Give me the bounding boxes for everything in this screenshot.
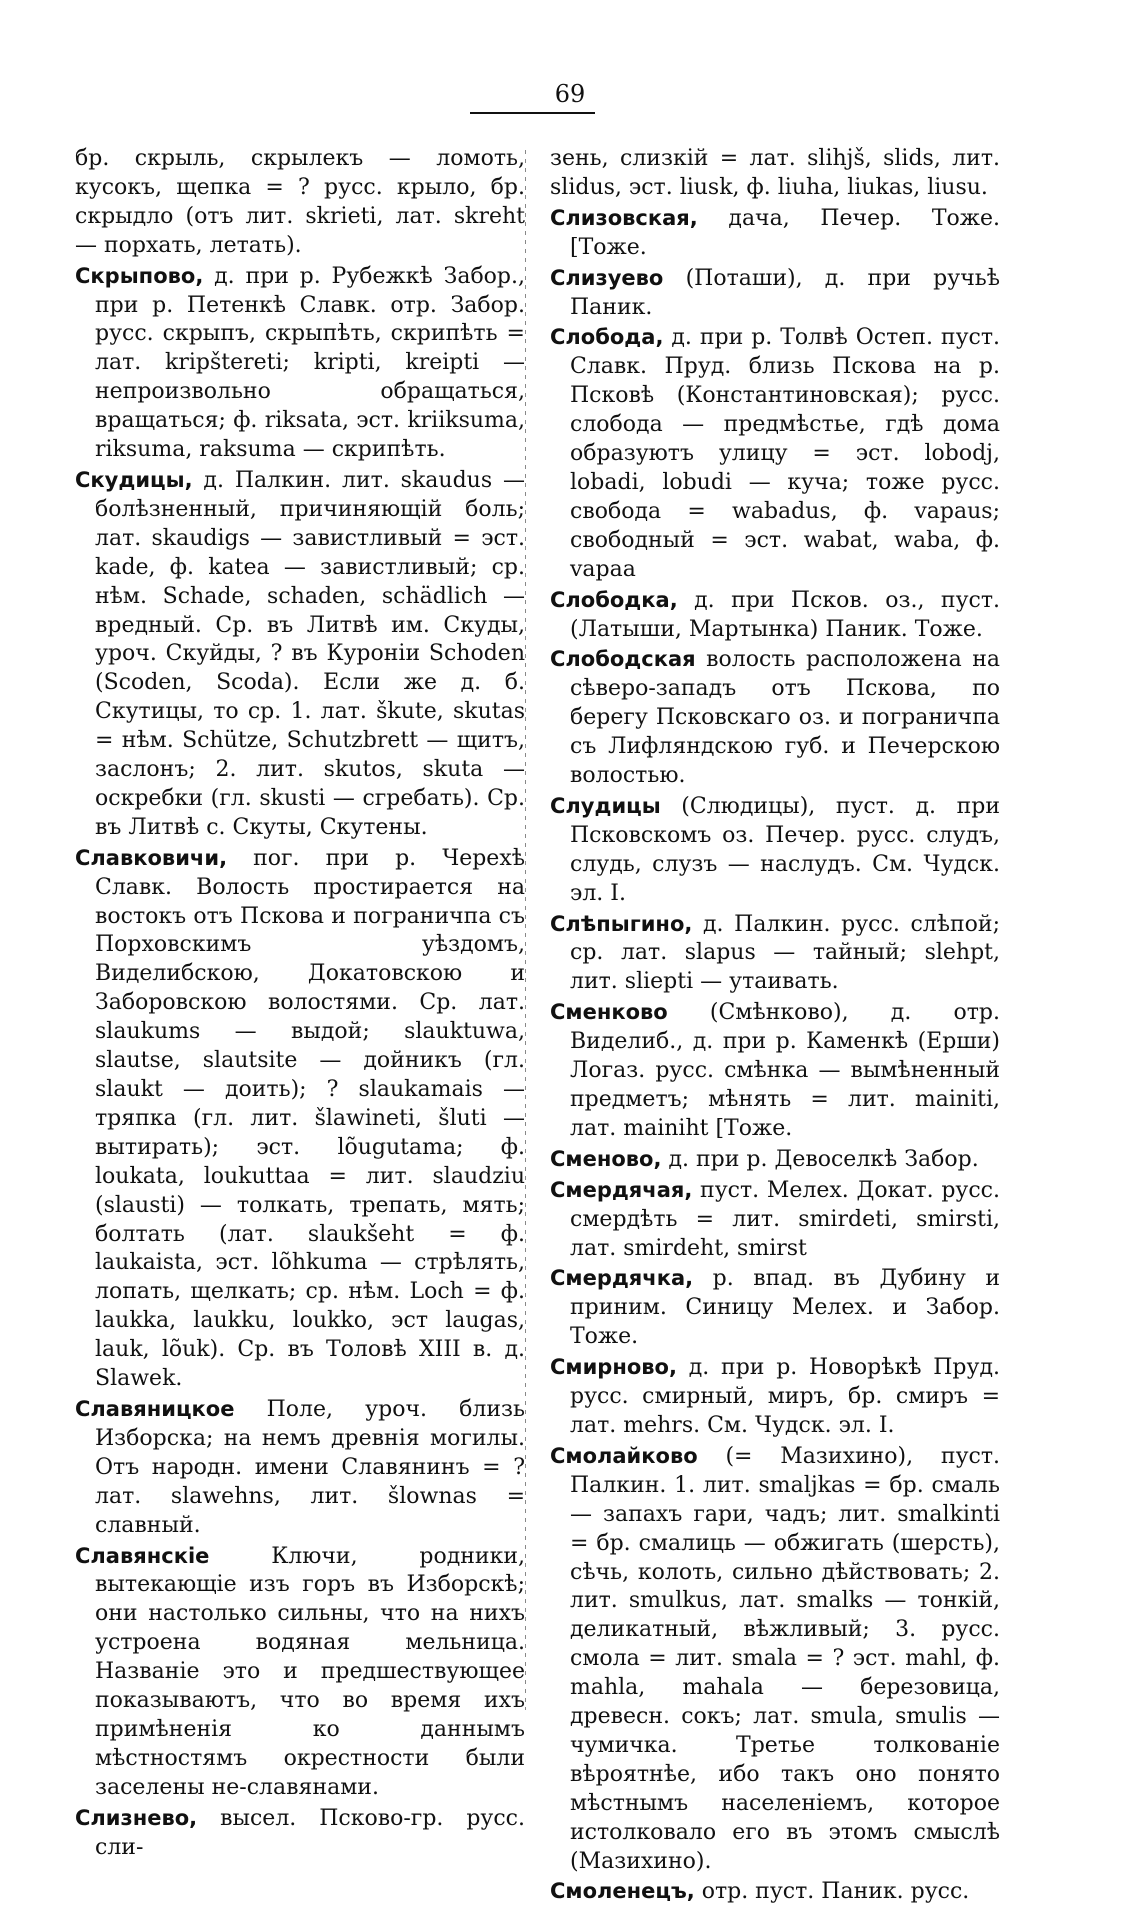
column-divider [525, 150, 526, 1710]
dictionary-entry [75, 844, 525, 1394]
dictionary-entry [550, 1145, 1000, 1175]
entry-headword: Сменково [550, 1000, 668, 1025]
left-column [75, 145, 525, 1863]
page-number: 69 [554, 80, 586, 108]
entry-text: р. впад. въ Дубину и приним. Синицу Мелех. и Забор. Тоже. [570, 1266, 1000, 1350]
entry-headword: Слудицы [550, 793, 661, 818]
dictionary-entry [550, 323, 1000, 584]
entry-text: высел. Псково-гр. русс. сли- [95, 1805, 525, 1860]
entry-headword: Славковичи, [75, 845, 228, 870]
dictionary-entry [75, 262, 525, 465]
entry-text: пог. при р. Черехѣ Славк. Волость простирается на востокъ отъ Пскова и пограничпа съ Порховскимъ уѣздомъ, Виделибскою, Докатовскою и Заборовскою волостями. Ср. лат. slaukums — выдой; slauktuwa, slautse, slautsite — дойникъ (гл. slaukt — доить); ? slaukamais — тряпка (гл. лит. šlawineti, šluti — вытирать); эст. lõugutama; ф. loukata, loukuttaa = лит. slaudziu (slausti) — толкать, трепать, мять; болтать (лат. slaukšeht = ф. laukaista, эст. lõhkuma — стрѣлять, лопать, щелкать; ср. нѣм. Loch = ф. laukka, laukku, loukko, эст laugas, lauk, lõuk). Ср. въ Толовѣ XIII в. д. Slawek. [95, 845, 525, 1392]
entry-text: д. Палкин. лит. skaudus — болѣзненный, причиняющій боль; лат. skaudigs — завистливый = эст. kade, ф. katea — завистливый; ср. нѣм. Schade, schaden, schädlich — вредный. Ср. въ Литвѣ им. Скуды, уроч. Скуйды, ? въ Куроніи Schoden (Scoden, Scoda). Если же д. б. Скутицы, то ср. 1. лат. škute, skutas = нѣм. Schütze, Schutzbrett — щитъ, заслонъ; 2. лит. skutos, skuta — оскребки (гл. skusti — сгребать). Ср. въ Литвѣ с. Скуты, Скутены. [95, 467, 525, 840]
dictionary-entry [550, 1442, 1000, 1877]
entry-text: пуст. Мелех. Докат. русс. смердѣть = лит. smirdeti, smirsti, лат. smirdeht, smirst [570, 1177, 1000, 1261]
dictionary-entry [550, 145, 1000, 203]
entry-headword: Славяницкое [75, 1396, 235, 1421]
entry-text: д. при р. Новорѣкѣ Пруд. русс. смирный, миръ, бр. смиръ = лат. mehrs. См. Чудск. эл. I. [570, 1355, 1000, 1438]
entry-text: д. при р. Толвѣ Остеп. пуст. Славк. Пруд. близь Пскова на р. Псковѣ (Константиновская); русс. слобода — предмѣстье, гдѣ дома образуютъ улицу = эст. lobodj, lobadi, lobudi — куча; тоже русс. свобода = wabadus, ф. vapaus; свободный = эст. wabat, waba, ф. vapaa [570, 325, 1000, 582]
entry-text: Ключи, родники, вытекающіе изъ горъ въ Изборскѣ; они настолько сильны, что на нихъ устроена водяная мельница. Названіе это и предшествующее показываютъ, что во время ихъ примѣненія ко даннымъ мѣстностямъ окрестности были заселены не-славянами. [95, 1543, 525, 1800]
dictionary-entry [75, 1804, 525, 1863]
dictionary-entry [550, 1353, 1000, 1441]
entry-headword: Слизнево, [75, 1805, 198, 1830]
entry-text: волость расположена на сѣверо-западъ отъ Пскова, по берегу Псковскаго оз. и пограничпа съ Лифляндскою губ. и Печерскою волостью. [570, 647, 1000, 789]
dictionary-entry [550, 998, 1000, 1144]
entry-text: д. при р. Рубежкѣ Забор., при р. Петенкѣ Славк. отр. Забор. русс. скрыпъ, скрыпѣть, скрипѣть = лат. kripštereti; kripti, kreipti — непроизвольно обращаться, вращаться; ф. riksata, эст. kriiksuma, riksuma, raksuma — скрипѣть. [95, 263, 525, 463]
entry-headword: Слобода, [550, 325, 664, 350]
dictionary-entry [550, 586, 1000, 645]
dictionary-entry [550, 1264, 1000, 1352]
dictionary-entry [550, 792, 1000, 909]
entry-headword: Смолайково [550, 1443, 698, 1468]
dictionary-entry [75, 1542, 525, 1803]
entry-text: бр. скрыль, скрылекъ — ломоть, кусокъ, щепка = ? русс. крыло, бр. скрыдло (отъ лит. skrieti, лат. skreht — порхать, летать). [75, 146, 525, 258]
entry-headword: Смирново, [550, 1355, 677, 1380]
entry-headword: Скрыпово, [75, 263, 204, 288]
entry-headword: Слободская [550, 647, 696, 672]
entry-text: д. Палкин. русс. слѣпой; ср. лат. slapus — тайный; slehpt, лит. sliepti — утаивать. [570, 911, 1000, 995]
entry-text: (Слюдицы), пуст. д. при Псковскомъ оз. Печер. русс. слудъ, слудь, слузъ — наслудъ. См. Чудск. эл. I. [570, 793, 1000, 906]
entry-headword: Слизовская, [550, 205, 698, 230]
entry-headword: Слизуево [550, 265, 664, 290]
entry-text: д. при р. Девоселкѣ Забор. [661, 1146, 979, 1172]
dictionary-entry [75, 145, 525, 261]
dictionary-entry [550, 910, 1000, 998]
entry-headword: Смоленецъ, [550, 1879, 695, 1904]
entry-headword: Скудицы, [75, 467, 193, 492]
dictionary-entry [550, 645, 1000, 791]
dictionary-entry [550, 1176, 1000, 1264]
entry-text: отр. пуст. Паник. русс. [694, 1879, 970, 1905]
entry-text: дача, Печер. Тоже. [Тоже. [570, 205, 1000, 260]
entry-text: зень, слизкій = лат. slihjš, slids, лит. slidus, эст. liusk, ф. liuha, liukas, liusu. [550, 146, 1000, 200]
dictionary-entry [75, 1395, 525, 1541]
page-number-rule [470, 112, 595, 114]
entry-headword: Славянскіе [75, 1543, 210, 1568]
entry-text: Поле, уроч. близь Изборска; на немъ древнія могилы. Отъ народн. имени Славянинъ = ? лат. slawehns, лит. šlownas = славный. [95, 1396, 525, 1538]
entry-text: (Смѣнково), д. отр. Виделиб., д. при р. Каменкѣ (Ерши) Логаз. русс. смѣнка — вымѣненный предметъ; мѣнять = лит. mainiti, лат. mainiht [Тоже. [570, 1000, 1000, 1141]
dictionary-entry [550, 264, 1000, 323]
entry-text: (Поташи), д. при ручьѣ Паник. [570, 265, 1000, 320]
right-column [550, 145, 1000, 1908]
entry-headword: Смердячка, [550, 1266, 694, 1291]
dictionary-entry [550, 1877, 1000, 1907]
dictionary-entry [75, 466, 525, 843]
entry-text: (= Мазихино), пуст. Палкин. 1. лит. smaljkas = бр. смаль — запахъ гари, чадъ; лит. smalkinti = бр. смалиць — обжигать (шерсть), сѣчь, колоть, сильно дѣйствовать; 2. лит. smulkus, лат. smalks — тонкій, деликатный, вѣжливый; 3. русс. смола = лит. smala = ? эст. mahl, ф. mahla, mahala — березовица, древесн. сокъ; лат. smula, smulis — чумичка. Третье толкованіе вѣроятнѣе, ибо такъ оно понято мѣстнымъ населеніемъ, которое истолковало его въ этомъ смыслѣ (Мазихино). [570, 1443, 1000, 1874]
entry-headword: Слѣпыгино, [550, 911, 693, 936]
entry-headword: Сменово, [550, 1146, 662, 1171]
entry-headword: Слободка, [550, 587, 678, 612]
entry-text: д. при Псков. оз., пуст. (Латыши, Мартынка) Паник. Тоже. [570, 587, 1000, 642]
dictionary-entry [550, 204, 1000, 263]
entry-headword: Смердячая, [550, 1177, 693, 1202]
